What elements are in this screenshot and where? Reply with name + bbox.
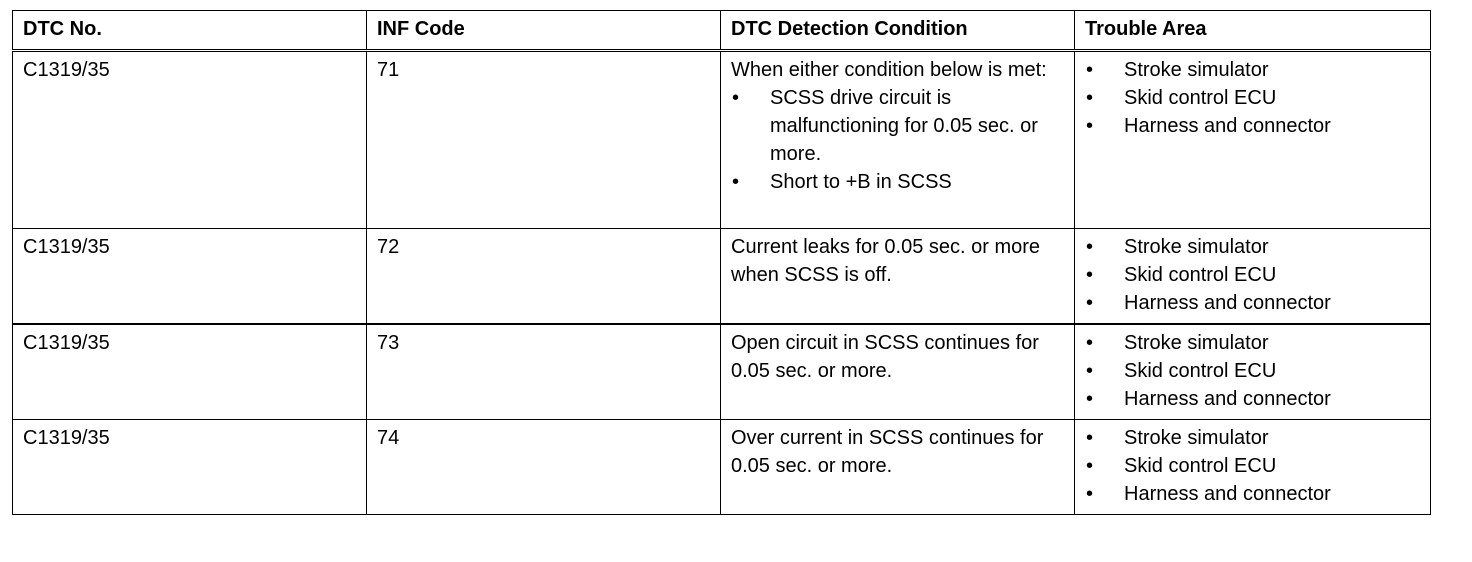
trouble-area-item [1085,233,1420,261]
trouble-area-list [1085,329,1420,413]
dtc-cell: C1319/35 [13,324,367,420]
trouble-area-list [1085,56,1420,140]
trouble-area-cell [1075,324,1431,420]
trouble-area-text: Skid control ECU [1124,455,1277,477]
trouble-area-text: Stroke simulator [1124,59,1269,81]
trouble-area-text: Skid control ECU [1124,87,1277,109]
trouble-area-item [1085,424,1420,452]
bullet-icon: • [1086,455,1094,477]
condition-text: When either condition below is met: [731,59,1047,81]
condition-text: Current leaks for 0.05 sec. or more when SCSS is off. [731,236,1041,286]
trouble-area-cell [1075,229,1431,325]
condition-cell [721,51,1075,229]
trouble-area-text: Harness and connector [1124,388,1331,410]
trouble-area-cell [1075,51,1431,229]
table-row [13,420,1431,515]
inf-code-cell: 73 [367,324,721,420]
trouble-area-text: Stroke simulator [1124,332,1269,354]
condition-text: Open circuit in SCSS continues for 0.05 sec. or more. [731,332,1039,382]
header-inf-code: INF Code [367,11,721,51]
bullet-icon: • [1086,236,1094,258]
bullet-icon: • [1086,59,1094,81]
trouble-area-list [1085,424,1420,508]
bullet-icon: • [732,171,740,193]
trouble-area-text: Stroke simulator [1124,427,1269,449]
trouble-area-text: Harness and connector [1124,292,1331,314]
trouble-area-text: Harness and connector [1124,115,1331,137]
trouble-area-item [1085,329,1420,357]
condition-text: Over current in SCSS continues for 0.05 sec. or more. [731,427,1044,477]
dtc-cell: C1319/35 [13,229,367,325]
trouble-area-item [1085,112,1420,140]
table-row [13,229,1431,325]
bullet-icon: • [1086,360,1094,382]
inf-code-cell: 71 [367,51,721,229]
header-detection-condition: DTC Detection Condition [721,11,1075,51]
condition-item [731,168,1064,196]
header-dtc-no: DTC No. [13,11,367,51]
condition-item [731,84,1064,168]
trouble-area-text: Skid control ECU [1124,264,1277,286]
condition-item-text: SCSS drive circuit is malfunctioning for 0.05 sec. or more. [770,87,1038,165]
trouble-area-item [1085,56,1420,84]
trouble-area-item [1085,84,1420,112]
trouble-area-list [1085,233,1420,317]
condition-cell [721,324,1075,420]
inf-code-cell: 72 [367,229,721,325]
trouble-area-text: Skid control ECU [1124,360,1277,382]
dtc-table [12,10,1431,515]
trouble-area-item [1085,385,1420,413]
header-row [13,11,1431,51]
bullet-icon: • [1086,483,1094,505]
condition-cell [721,420,1075,515]
inf-code-cell: 74 [367,420,721,515]
condition-item-text: Short to +B in SCSS [770,171,952,193]
trouble-area-item [1085,289,1420,317]
table-row [13,51,1431,229]
bullet-icon: • [1086,87,1094,109]
bullet-icon: • [1086,427,1094,449]
condition-list [731,84,1064,196]
bullet-icon: • [1086,115,1094,137]
condition-cell [721,229,1075,325]
trouble-area-item [1085,480,1420,508]
trouble-area-item [1085,261,1420,289]
dtc-cell: C1319/35 [13,51,367,229]
bullet-icon: • [1086,292,1094,314]
trouble-area-cell [1075,420,1431,515]
dtc-cell: C1319/35 [13,420,367,515]
trouble-area-item [1085,357,1420,385]
bullet-icon: • [1086,264,1094,286]
bullet-icon: • [1086,332,1094,354]
table-body [13,51,1431,515]
trouble-area-item [1085,452,1420,480]
table-header [13,11,1431,51]
trouble-area-text: Harness and connector [1124,483,1331,505]
trouble-area-text: Stroke simulator [1124,236,1269,258]
header-trouble-area: Trouble Area [1075,11,1431,51]
table-row [13,324,1431,420]
bullet-icon: • [1086,388,1094,410]
bullet-icon: • [732,87,740,109]
